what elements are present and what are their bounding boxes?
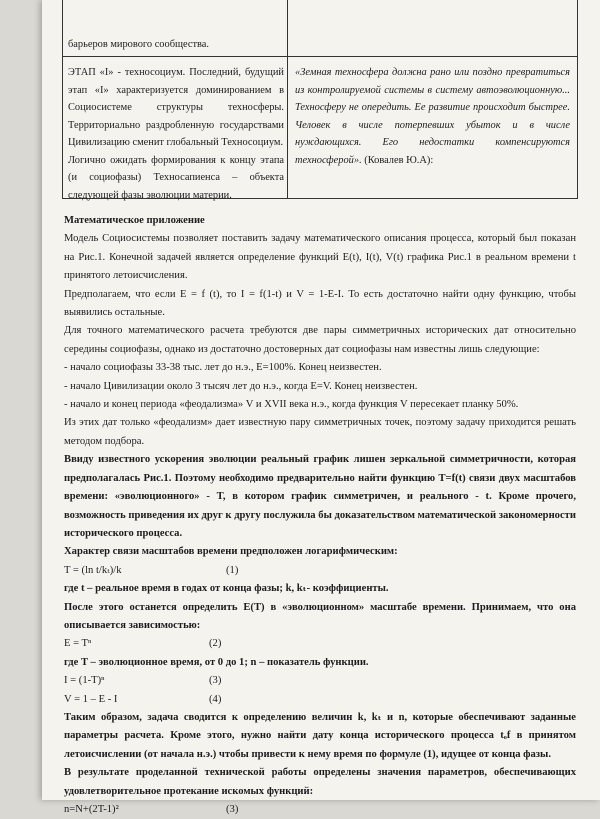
list-item: - начало Цивилизации около 3 тысяч лет до н.э., когда E=V. Конец неизвестен. [64, 380, 418, 392]
formula-number: (3) [209, 675, 222, 687]
formula-text: I = (1-T)ⁿ [64, 675, 105, 687]
table-row-divider [63, 56, 577, 57]
paragraph: Из этих дат только «феодализм» дает известную пару симметричных точек, поэтому задачу приходится решать методом подбора. [64, 417, 576, 447]
formula-4 [64, 691, 576, 709]
formula-number: (4) [209, 693, 222, 705]
formula-text: E = Tⁿ [64, 638, 92, 650]
paragraph: Модель Социосистемы позволяет поставить задачу математического описания процесса, который был показан на Рис.1. Конечной задачей является определение функций E(t), I(t), V(t) графика Рис.1 в реальном времени t принятого летоисчисления. [64, 233, 576, 282]
stage-i-description: ЭТАП «I» - техносоциум. Последний, будущий этап «I» характеризуется доминированием в Социосистеме структуры техносферы. Территориально раздробленную государствами Цивилизацию сменит глобальный Техносоциум. [68, 67, 284, 148]
list-item: - начало социофазы 33-38 тыс. лет до н.э., E=100%. Конец неизвестен. [64, 362, 382, 374]
formula-number: (1) [226, 564, 239, 576]
paragraph: где T – эволюционное время, от 0 до 1; n – показатель функции. [64, 656, 369, 668]
paragraph: Таким образом, задача сводится к определению величин k, kₜ и n, которые обеспечивают заданные параметры расчета. Кроме этого, нужно найти дату конца исторического процесса tₒf в принятом летоисчислении (от начала н.э.) чтобы привести к нему время по формуле (1), идущее от конца фазы. [64, 711, 576, 760]
stage-i-conclusion: Логично ожидать формирования к концу этапа (и социофазы) Техносапиенса – объекта следующей фазы эволюции материи. [68, 154, 284, 201]
math-appendix [64, 212, 576, 819]
formula-number: (2) [209, 638, 222, 650]
formula-5 [64, 801, 576, 819]
document-page [42, 0, 600, 815]
paragraph: Ввиду известного ускорения эволюции реальный график лишен зеркальной симметричности, которая предполагалась Рис.1. Поэтому необходимо предварительно найти функцию T=f(t) связи двух масштабов времени: «эволюционного» - T, в котором график симметричен, и реального - t. Кроме прочего, возможность приведения их друг к другу послужила бы доказательством математической закономерности исторического процесса. [64, 454, 576, 539]
table-cell-quote [295, 64, 570, 169]
list-item: - начало и конец периода «феодализма» V и XVII века н.э., когда функция V пересекает планку 50%. [64, 399, 519, 411]
formula-3 [64, 672, 576, 690]
paragraph: где t – реальное время в годах от конца фазы; k, kₜ- коэффициенты. [64, 583, 389, 595]
table-cell-stage-i [68, 64, 284, 204]
paragraph: Предполагаем, что если E = f (t), то I = f(1-t) и V = 1-E-I. То есть достаточно найти одну функцию, чтобы выявились остальные. [64, 288, 576, 319]
formula-1 [64, 562, 576, 580]
appendix-heading: Математическое приложение [64, 215, 205, 226]
paragraph: После этого останется определить E(T) в «эволюционном» масштабе времени. Принимаем, что она описывается зависимостью: [64, 601, 576, 631]
paragraph: Для точного математического расчета требуются две пары симметричных исторических дат относительно середины социофазы, однако из достаточно достоверных дат социофазы нам известны лишь следующие: [64, 325, 576, 355]
table-column-divider [287, 0, 288, 198]
paragraph: Характер связи масштабов времени предположен логарифмическим: [64, 546, 398, 558]
paragraph: В результате проделанной технической работы определены значения параметров, обеспечивающих удовлетворительное протекание искомых функций: [64, 767, 576, 797]
stage-table [62, 0, 578, 199]
formula-text: n=N+(2T-1)² [64, 804, 119, 815]
formula-text: V = 1 – E - I [64, 693, 118, 705]
formula-2 [64, 635, 576, 653]
formula-text: T = (ln t/kₜ)/k [64, 564, 122, 576]
table-cell-top-left: барьеров мирового сообщества. [68, 39, 209, 50]
kovalev-quote: «Земная техносфера должна рано или поздно превратиться из контролируемой системы в систему автоэволюционную... Техносферу не опередить. Ее развитие происходит быстрее. Человек в числе потерпевших убыток и в числе нуждающихся. Его недостатки компенсируются техносферой». [295, 67, 570, 166]
formula-number: (3) [226, 804, 239, 815]
quote-author: (Ковалев Ю.А): [361, 154, 434, 166]
